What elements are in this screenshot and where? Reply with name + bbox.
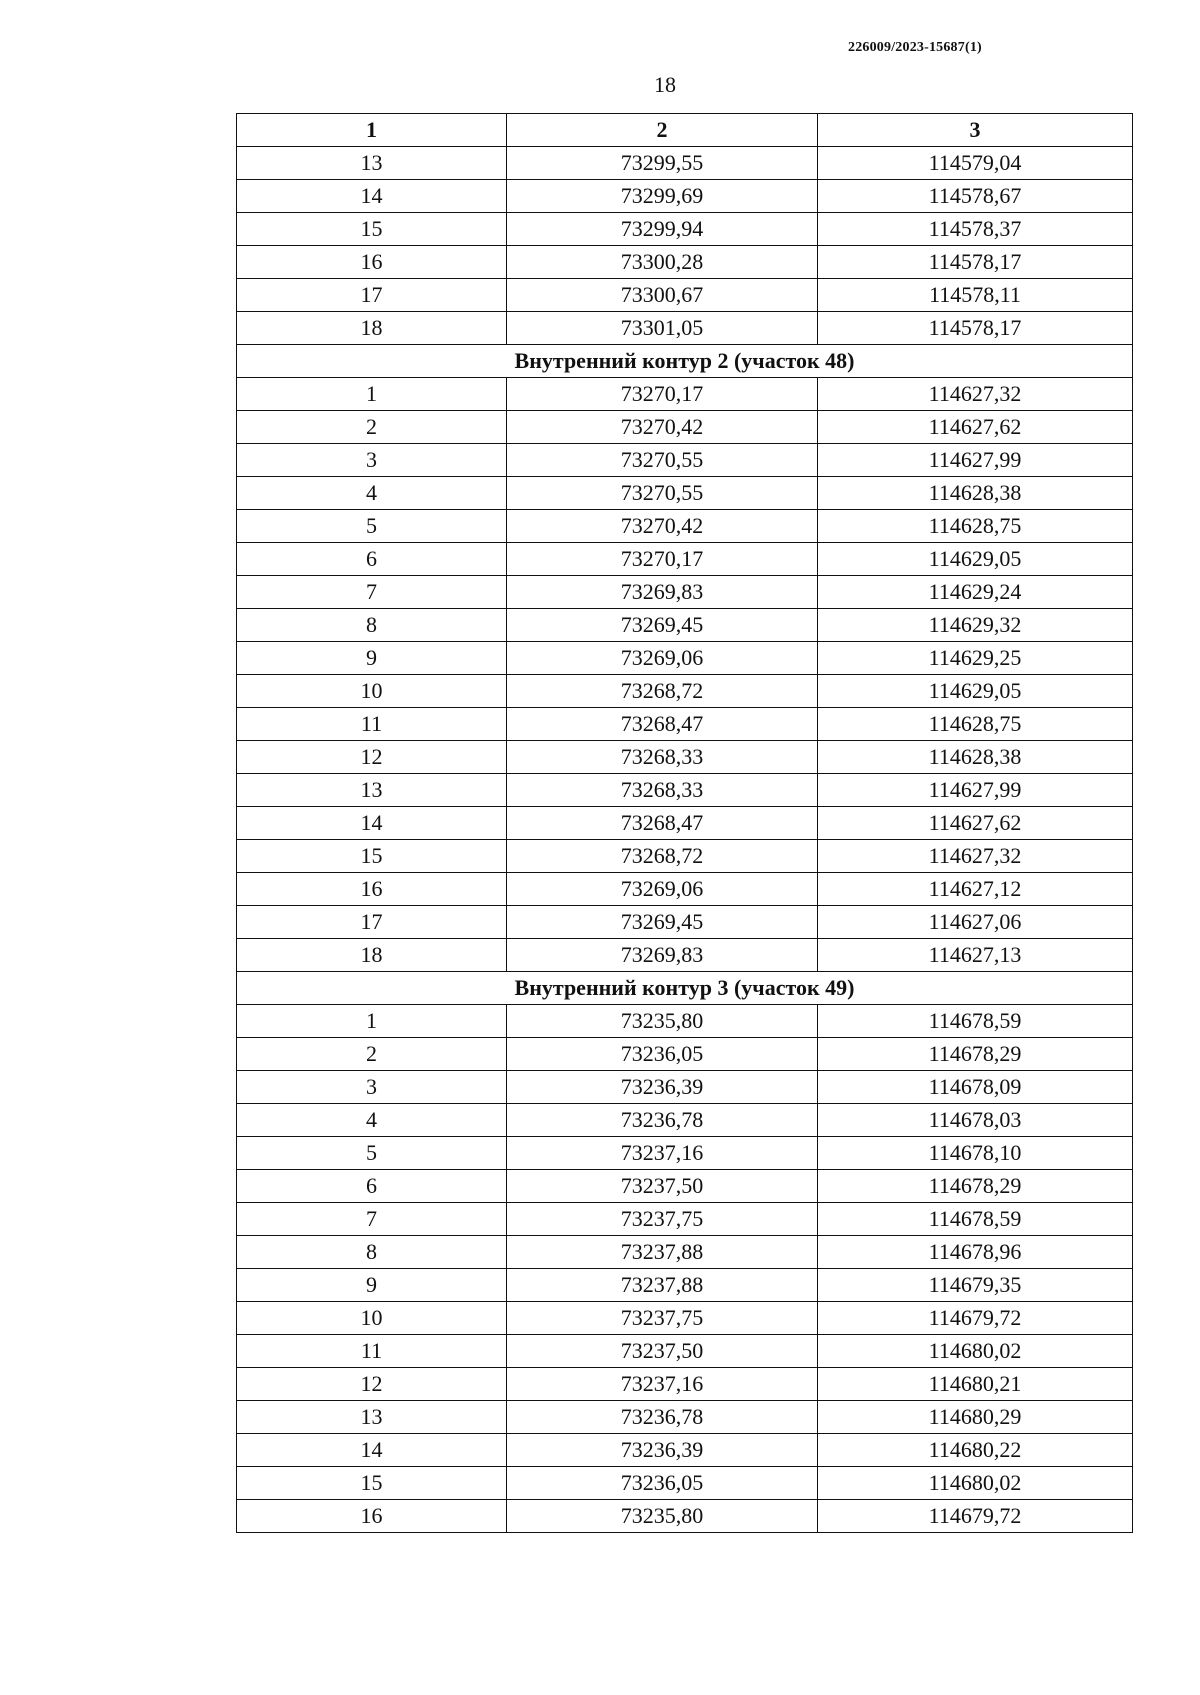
table-row (237, 213, 1133, 246)
coordinate-x-cell: 73237,75 (507, 1203, 818, 1236)
coordinate-x-cell: 73236,78 (507, 1104, 818, 1137)
coordinate-y-cell: 114680,29 (818, 1401, 1133, 1434)
coordinate-x-cell: 73299,94 (507, 213, 818, 246)
coordinate-y-cell: 114678,09 (818, 1071, 1133, 1104)
coordinate-y-cell: 114628,75 (818, 510, 1133, 543)
coordinate-x-cell: 73299,55 (507, 147, 818, 180)
column-header-1: 1 (237, 114, 507, 147)
table-row (237, 147, 1133, 180)
table-row (237, 708, 1133, 741)
coordinate-x-cell: 73268,47 (507, 807, 818, 840)
point-number-cell: 14 (237, 807, 507, 840)
table-row (237, 774, 1133, 807)
coordinate-y-cell: 114680,22 (818, 1434, 1133, 1467)
coordinate-x-cell: 73236,39 (507, 1434, 818, 1467)
coordinate-x-cell: 73268,47 (507, 708, 818, 741)
table-row (237, 1434, 1133, 1467)
coordinate-y-cell: 114578,37 (818, 213, 1133, 246)
table-row (237, 1236, 1133, 1269)
point-number-cell: 11 (237, 708, 507, 741)
table-row (237, 543, 1133, 576)
coordinate-y-cell: 114679,72 (818, 1302, 1133, 1335)
point-number-cell: 8 (237, 609, 507, 642)
coordinate-x-cell: 73237,50 (507, 1335, 818, 1368)
table-row (237, 807, 1133, 840)
coordinate-x-cell: 73269,83 (507, 939, 818, 972)
table-row (237, 279, 1133, 312)
point-number-cell: 4 (237, 1104, 507, 1137)
coordinate-x-cell: 73270,55 (507, 477, 818, 510)
table-body (237, 147, 1133, 1533)
coordinate-x-cell: 73300,28 (507, 246, 818, 279)
point-number-cell: 6 (237, 1170, 507, 1203)
coordinate-x-cell: 73237,88 (507, 1236, 818, 1269)
coordinate-x-cell: 73269,45 (507, 609, 818, 642)
table-row (237, 477, 1133, 510)
point-number-cell: 5 (237, 510, 507, 543)
point-number-cell: 7 (237, 576, 507, 609)
coordinate-y-cell: 114628,75 (818, 708, 1133, 741)
point-number-cell: 15 (237, 213, 507, 246)
table-row (237, 1368, 1133, 1401)
table-row (237, 906, 1133, 939)
section-title: Внутренний контур 3 (участок 49) (237, 972, 1133, 1005)
coordinate-y-cell: 114627,99 (818, 444, 1133, 477)
coordinate-x-cell: 73270,42 (507, 510, 818, 543)
coordinate-y-cell: 114629,32 (818, 609, 1133, 642)
coordinate-y-cell: 114678,03 (818, 1104, 1133, 1137)
coordinate-x-cell: 73269,45 (507, 906, 818, 939)
coordinate-x-cell: 73269,83 (507, 576, 818, 609)
point-number-cell: 13 (237, 774, 507, 807)
table-row (237, 1038, 1133, 1071)
coordinate-x-cell: 73237,75 (507, 1302, 818, 1335)
table-row (237, 642, 1133, 675)
coordinate-x-cell: 73268,33 (507, 774, 818, 807)
coordinate-y-cell: 114680,21 (818, 1368, 1133, 1401)
coordinate-x-cell: 73269,06 (507, 873, 818, 906)
table-row (237, 609, 1133, 642)
coordinate-x-cell: 73268,72 (507, 840, 818, 873)
column-header-2: 2 (507, 114, 818, 147)
point-number-cell: 6 (237, 543, 507, 576)
table-row (237, 675, 1133, 708)
section-title: Внутренний контур 2 (участок 48) (237, 345, 1133, 378)
coordinate-y-cell: 114629,24 (818, 576, 1133, 609)
point-number-cell: 10 (237, 1302, 507, 1335)
table-row (237, 1401, 1133, 1434)
table-row (237, 1104, 1133, 1137)
coordinate-x-cell: 73299,69 (507, 180, 818, 213)
point-number-cell: 14 (237, 1434, 507, 1467)
coordinate-y-cell: 114627,06 (818, 906, 1133, 939)
coordinate-x-cell: 73269,06 (507, 642, 818, 675)
table-row (237, 741, 1133, 774)
table-header-row (237, 114, 1133, 147)
point-number-cell: 13 (237, 1401, 507, 1434)
table-row (237, 1335, 1133, 1368)
coordinate-y-cell: 114680,02 (818, 1335, 1133, 1368)
coordinate-y-cell: 114678,29 (818, 1038, 1133, 1071)
coordinate-x-cell: 73268,33 (507, 741, 818, 774)
point-number-cell: 4 (237, 477, 507, 510)
coordinate-y-cell: 114578,67 (818, 180, 1133, 213)
coordinate-x-cell: 73235,80 (507, 1005, 818, 1038)
table-row (237, 576, 1133, 609)
coordinate-y-cell: 114627,62 (818, 411, 1133, 444)
coordinate-y-cell: 114578,17 (818, 312, 1133, 345)
table-row (237, 1500, 1133, 1533)
coordinate-x-cell: 73236,78 (507, 1401, 818, 1434)
table-row (237, 1137, 1133, 1170)
section-title-row (237, 972, 1133, 1005)
coordinate-x-cell: 73270,42 (507, 411, 818, 444)
column-header-3: 3 (818, 114, 1133, 147)
coordinate-y-cell: 114627,32 (818, 840, 1133, 873)
coordinate-y-cell: 114627,13 (818, 939, 1133, 972)
table-row (237, 246, 1133, 279)
table-row (237, 312, 1133, 345)
coordinate-x-cell: 73237,50 (507, 1170, 818, 1203)
coordinate-x-cell: 73236,39 (507, 1071, 818, 1104)
coordinate-x-cell: 73301,05 (507, 312, 818, 345)
coordinate-y-cell: 114578,11 (818, 279, 1133, 312)
point-number-cell: 2 (237, 1038, 507, 1071)
coordinate-y-cell: 114627,62 (818, 807, 1133, 840)
table-row (237, 873, 1133, 906)
coordinate-x-cell: 73236,05 (507, 1467, 818, 1500)
coordinate-y-cell: 114628,38 (818, 477, 1133, 510)
section-title-row (237, 345, 1133, 378)
coordinate-x-cell: 73270,17 (507, 378, 818, 411)
table-row (237, 378, 1133, 411)
table-row (237, 510, 1133, 543)
point-number-cell: 15 (237, 1467, 507, 1500)
point-number-cell: 1 (237, 378, 507, 411)
point-number-cell: 13 (237, 147, 507, 180)
coordinate-y-cell: 114678,29 (818, 1170, 1133, 1203)
point-number-cell: 1 (237, 1005, 507, 1038)
point-number-cell: 3 (237, 1071, 507, 1104)
coordinate-y-cell: 114629,05 (818, 543, 1133, 576)
coordinate-x-cell: 73236,05 (507, 1038, 818, 1071)
document-number: 226009/2023-15687(1) (848, 40, 982, 55)
point-number-cell: 18 (237, 312, 507, 345)
table-row (237, 1170, 1133, 1203)
coordinate-y-cell: 114679,72 (818, 1500, 1133, 1533)
coordinate-x-cell: 73270,55 (507, 444, 818, 477)
coordinate-y-cell: 114678,10 (818, 1137, 1133, 1170)
point-number-cell: 2 (237, 411, 507, 444)
table-row (237, 180, 1133, 213)
point-number-cell: 17 (237, 906, 507, 939)
point-number-cell: 11 (237, 1335, 507, 1368)
page-number: 18 (654, 72, 676, 97)
point-number-cell: 14 (237, 180, 507, 213)
coordinate-y-cell: 114680,02 (818, 1467, 1133, 1500)
point-number-cell: 3 (237, 444, 507, 477)
point-number-cell: 7 (237, 1203, 507, 1236)
coordinate-y-cell: 114629,25 (818, 642, 1133, 675)
point-number-cell: 12 (237, 741, 507, 774)
coordinate-x-cell: 73268,72 (507, 675, 818, 708)
point-number-cell: 9 (237, 1269, 507, 1302)
coordinate-y-cell: 114679,35 (818, 1269, 1133, 1302)
point-number-cell: 8 (237, 1236, 507, 1269)
table-row (237, 939, 1133, 972)
coordinate-y-cell: 114627,99 (818, 774, 1133, 807)
table-row (237, 1302, 1133, 1335)
table-row (237, 840, 1133, 873)
coordinate-y-cell: 114628,38 (818, 741, 1133, 774)
coordinate-y-cell: 114579,04 (818, 147, 1133, 180)
point-number-cell: 16 (237, 1500, 507, 1533)
table-header (237, 114, 1133, 147)
coordinate-x-cell: 73237,16 (507, 1368, 818, 1401)
coordinate-y-cell: 114629,05 (818, 675, 1133, 708)
coordinate-x-cell: 73300,67 (507, 279, 818, 312)
coordinate-y-cell: 114627,12 (818, 873, 1133, 906)
table-row (237, 1467, 1133, 1500)
point-number-cell: 5 (237, 1137, 507, 1170)
point-number-cell: 12 (237, 1368, 507, 1401)
coordinate-x-cell: 73237,88 (507, 1269, 818, 1302)
coordinate-x-cell: 73237,16 (507, 1137, 818, 1170)
table-row (237, 1005, 1133, 1038)
coordinate-y-cell: 114627,32 (818, 378, 1133, 411)
table-row (237, 1071, 1133, 1104)
point-number-cell: 17 (237, 279, 507, 312)
coordinate-y-cell: 114678,96 (818, 1236, 1133, 1269)
table-row (237, 1269, 1133, 1302)
point-number-cell: 10 (237, 675, 507, 708)
point-number-cell: 9 (237, 642, 507, 675)
coordinate-x-cell: 73270,17 (507, 543, 818, 576)
coordinate-y-cell: 114678,59 (818, 1005, 1133, 1038)
point-number-cell: 15 (237, 840, 507, 873)
table-row (237, 411, 1133, 444)
coordinates-table (236, 113, 1133, 1533)
table-row (237, 1203, 1133, 1236)
point-number-cell: 16 (237, 873, 507, 906)
coordinate-y-cell: 114578,17 (818, 246, 1133, 279)
table-row (237, 444, 1133, 477)
coordinate-x-cell: 73235,80 (507, 1500, 818, 1533)
coordinate-y-cell: 114678,59 (818, 1203, 1133, 1236)
point-number-cell: 16 (237, 246, 507, 279)
point-number-cell: 18 (237, 939, 507, 972)
